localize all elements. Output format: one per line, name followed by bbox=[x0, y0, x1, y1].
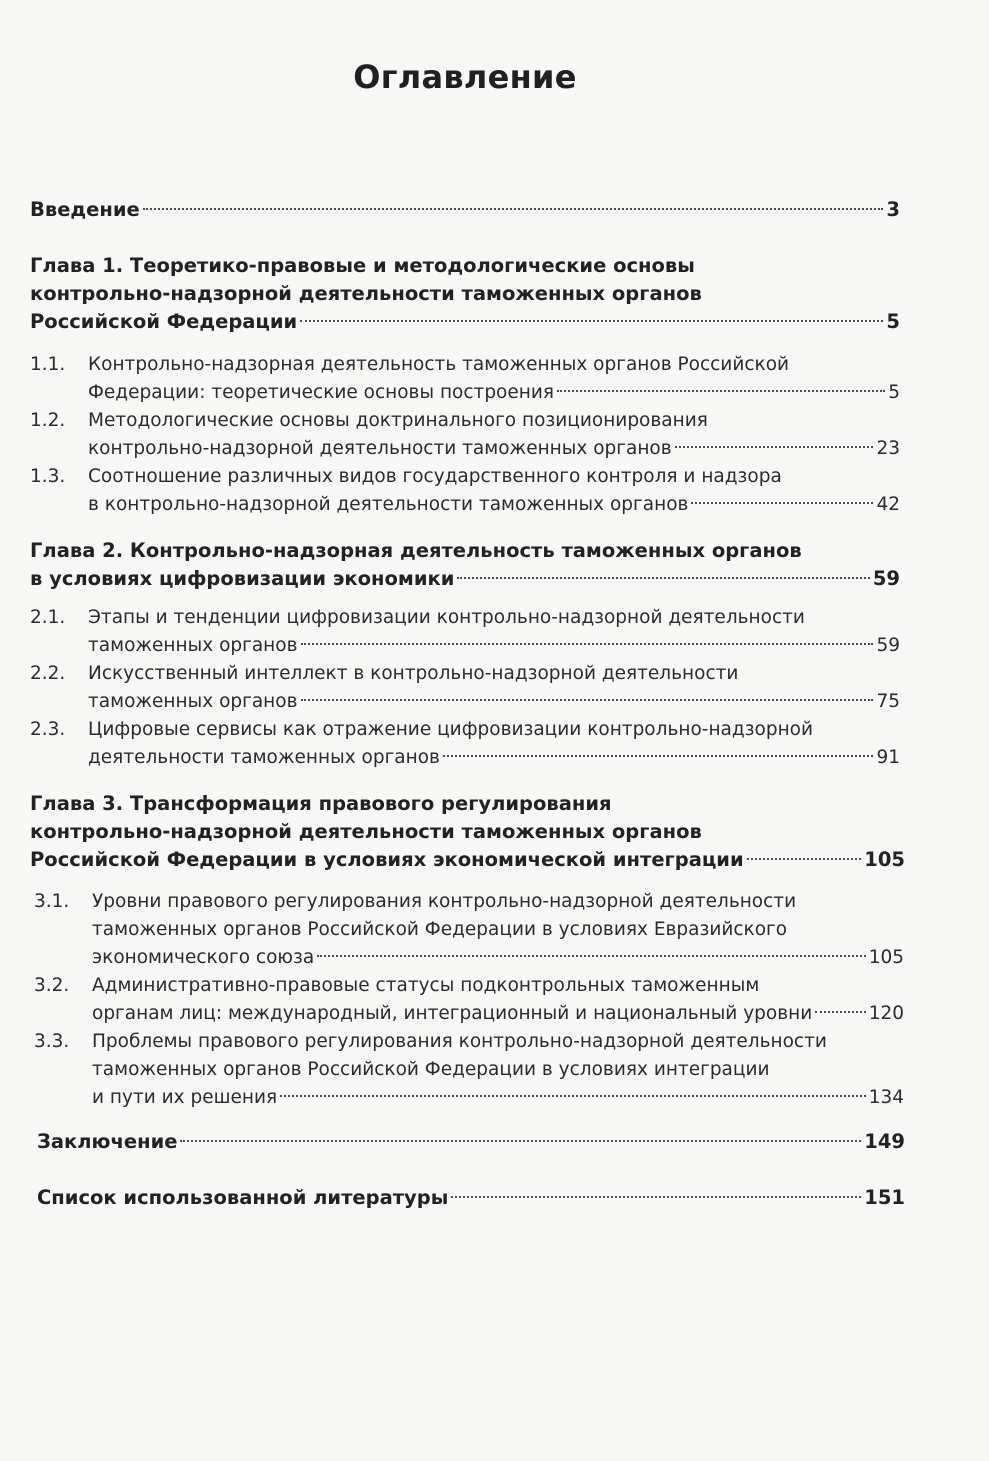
page-title: Оглавление bbox=[353, 58, 577, 96]
toc-entry-section-3-2[interactable] bbox=[34, 972, 904, 1028]
section-title-line: Федерации: теоретические основы построения bbox=[88, 382, 555, 403]
section-number: 3.3. bbox=[34, 1031, 70, 1052]
toc-entry-section-2-3[interactable] bbox=[30, 716, 900, 772]
toc-entry-section-3-3[interactable] bbox=[34, 1028, 904, 1112]
section-title-line: Цифровые сервисы как отражение цифровизации контрольно-надзорной bbox=[88, 719, 814, 740]
section-title-line: Искусственный интеллект в контрольно-надзорной деятельности bbox=[88, 663, 739, 684]
section-title-line: контрольно-надзорной деятельности таможенных органов bbox=[88, 438, 672, 459]
section-title-line: органам лиц: международный, интеграционный и национальный уровни bbox=[92, 1003, 813, 1024]
section-number: 2.1. bbox=[30, 607, 66, 628]
section-title-line: таможенных органов Российской Федерации в условиях интеграции bbox=[92, 1059, 770, 1080]
page-number: 42 bbox=[876, 494, 900, 515]
dot-leader bbox=[691, 502, 873, 504]
page-number: 151 bbox=[864, 1186, 905, 1209]
chapter-title-line: контрольно-надзорной деятельности таможенных органов bbox=[30, 820, 702, 843]
entry-label: Заключение bbox=[37, 1130, 178, 1153]
page-number: 91 bbox=[876, 747, 900, 768]
dot-leader bbox=[143, 208, 884, 210]
page-number: 149 bbox=[864, 1130, 905, 1153]
section-title-line: таможенных органов Российской Федерации в условиях Евразийского bbox=[92, 919, 788, 940]
page-number: 5 bbox=[888, 382, 900, 403]
toc-entry-chapter-2[interactable] bbox=[30, 537, 900, 593]
dot-leader bbox=[815, 1011, 865, 1013]
chapter-title-line: Российской Федерации в условиях экономической интеграции bbox=[30, 848, 744, 871]
dot-leader bbox=[301, 699, 874, 701]
page-number: 3 bbox=[886, 198, 900, 221]
dot-leader bbox=[301, 643, 874, 645]
toc-entry-section-3-1[interactable] bbox=[34, 888, 904, 972]
toc-entry-section-2-1[interactable] bbox=[30, 604, 900, 660]
dot-leader bbox=[451, 1196, 861, 1198]
dot-leader bbox=[675, 446, 874, 448]
page-number: 59 bbox=[872, 567, 900, 590]
entry-label: Список использованной литературы bbox=[37, 1186, 449, 1209]
page-number: 134 bbox=[868, 1087, 904, 1108]
entry-label: Введение bbox=[30, 198, 140, 221]
section-title-line: Соотношение различных видов государственного контроля и надзора bbox=[88, 466, 782, 487]
section-number: 2.2. bbox=[30, 663, 66, 684]
toc-entry-literature[interactable] bbox=[37, 1184, 905, 1212]
page-number: 23 bbox=[876, 438, 900, 459]
section-title-line: деятельности таможенных органов bbox=[88, 747, 440, 768]
section-number: 1.1. bbox=[30, 354, 66, 375]
toc-entry-section-2-2[interactable] bbox=[30, 660, 900, 716]
section-title-line: Этапы и тенденции цифровизации контрольно-надзорной деятельности bbox=[88, 607, 805, 628]
chapter-title-line: в условиях цифровизации экономики bbox=[30, 567, 455, 590]
dot-leader bbox=[557, 390, 885, 392]
toc-entry-section-1-3[interactable] bbox=[30, 463, 900, 519]
toc-entry-chapter-1[interactable] bbox=[30, 252, 900, 336]
section-number: 3.1. bbox=[34, 891, 70, 912]
page-number: 5 bbox=[886, 310, 900, 333]
dot-leader bbox=[317, 955, 866, 957]
section-title-line: Уровни правового регулирования контрольно-надзорной деятельности bbox=[92, 891, 797, 912]
dot-leader bbox=[180, 1140, 861, 1142]
dot-leader bbox=[280, 1095, 866, 1097]
chapter-title-line: Глава 1. Теоретико-правовые и методологические основы bbox=[30, 254, 695, 277]
toc-entry-section-1-2[interactable] bbox=[30, 407, 900, 463]
chapter-title-line: Глава 2. Контрольно-надзорная деятельность таможенных органов bbox=[30, 539, 802, 562]
section-title-line: Проблемы правового регулирования контрольно-надзорной деятельности bbox=[92, 1031, 827, 1052]
page-number: 105 bbox=[864, 848, 905, 871]
section-title-line: Методологические основы доктринального позиционирования bbox=[88, 410, 708, 431]
dot-leader bbox=[457, 577, 869, 579]
page-number: 59 bbox=[876, 635, 900, 656]
section-number: 3.2. bbox=[34, 975, 70, 996]
section-title-line: экономического союза bbox=[92, 947, 315, 968]
chapter-title-line: Глава 3. Трансформация правового регулирования bbox=[30, 792, 612, 815]
page-number: 75 bbox=[876, 691, 900, 712]
section-title-line: в контрольно-надзорной деятельности таможенных органов bbox=[88, 494, 689, 515]
section-title-line: таможенных органов bbox=[88, 635, 298, 656]
page-number: 120 bbox=[868, 1003, 904, 1024]
chapter-title-line: Российской Федерации bbox=[30, 310, 298, 333]
toc-entry-conclusion[interactable] bbox=[37, 1128, 905, 1156]
section-number: 2.3. bbox=[30, 719, 66, 740]
dot-leader bbox=[747, 858, 862, 860]
section-title-line: Административно-правовые статусы подконтрольных таможенным bbox=[92, 975, 760, 996]
toc-entry-intro[interactable] bbox=[30, 196, 900, 224]
section-number: 1.2. bbox=[30, 410, 66, 431]
dot-leader bbox=[443, 755, 874, 757]
page-number: 105 bbox=[868, 947, 904, 968]
section-title-line: и пути их решения bbox=[92, 1087, 278, 1108]
dot-leader bbox=[300, 320, 883, 322]
toc-entry-section-1-1[interactable] bbox=[30, 351, 900, 407]
section-title-line: Контрольно-надзорная деятельность таможенных органов Российской bbox=[88, 354, 790, 375]
section-title-line: таможенных органов bbox=[88, 691, 298, 712]
section-number: 1.3. bbox=[30, 466, 66, 487]
toc-entry-chapter-3[interactable] bbox=[30, 790, 905, 874]
chapter-title-line: контрольно-надзорной деятельности таможенных органов bbox=[30, 282, 702, 305]
